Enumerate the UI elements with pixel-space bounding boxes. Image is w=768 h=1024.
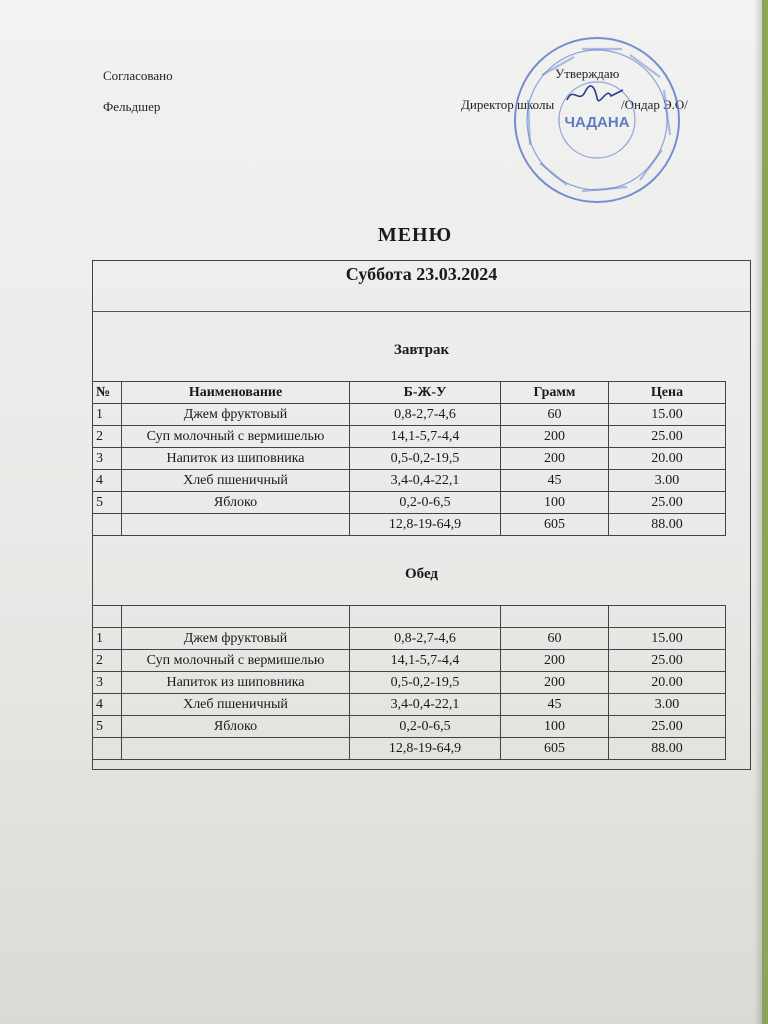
table-row — [93, 470, 726, 492]
row-gram: 45 — [501, 694, 609, 716]
row-bju: 14,1-5,7-4,4 — [350, 650, 501, 672]
row-name: Яблоко — [122, 716, 350, 738]
row-number: 5 — [93, 492, 122, 514]
row-gram: 60 — [501, 628, 609, 650]
director-name: /Ондар Э.О/ — [621, 97, 688, 112]
row-bju: 0,5-0,2-19,5 — [350, 672, 501, 694]
total-number-empty — [93, 738, 122, 760]
row-bju: 3,4-0,4-22,1 — [350, 470, 501, 492]
col-header-gram: Грамм — [501, 382, 609, 404]
row-gram: 60 — [501, 404, 609, 426]
table-row — [93, 716, 726, 738]
total-row — [93, 738, 726, 760]
row-name: Хлеб пшеничный — [122, 694, 350, 716]
director-signature — [565, 84, 625, 106]
row-name: Суп молочный с вермишелью — [122, 426, 350, 448]
row-number: 1 — [93, 404, 122, 426]
row-number: 2 — [93, 426, 122, 448]
col-header-name: Наименование — [122, 382, 350, 404]
table-row — [93, 448, 726, 470]
total-name-empty — [122, 738, 350, 760]
row-bju: 0,2-0-6,5 — [350, 492, 501, 514]
col-header-bju: Б-Ж-У — [350, 382, 501, 404]
row-name: Джем фруктовый — [122, 628, 350, 650]
row-gram: 200 — [501, 426, 609, 448]
row-gram: 100 — [501, 492, 609, 514]
empty-cell — [122, 606, 350, 628]
table-row — [93, 492, 726, 514]
total-gram: 605 — [501, 514, 609, 536]
row-number: 2 — [93, 650, 122, 672]
school-stamp — [512, 35, 682, 205]
breakfast-heading: Завтрак — [393, 342, 450, 358]
total-row — [93, 514, 726, 536]
row-gram: 200 — [501, 672, 609, 694]
agreed-label: Согласовано — [103, 68, 173, 83]
table-header-row-empty — [93, 606, 726, 628]
row-gram: 45 — [501, 470, 609, 492]
row-gram: 200 — [501, 448, 609, 470]
row-name: Хлеб пшеничный — [122, 470, 350, 492]
row-bju: 0,8-2,7-4,6 — [350, 628, 501, 650]
breakfast-table — [92, 381, 726, 536]
row-name: Яблоко — [122, 492, 350, 514]
row-bju: 0,2-0-6,5 — [350, 716, 501, 738]
row-price: 15.00 — [609, 404, 726, 426]
table-row — [93, 628, 726, 650]
row-number: 3 — [93, 672, 122, 694]
empty-cell — [501, 606, 609, 628]
director-label: Директор школы — [461, 97, 555, 112]
row-number: 4 — [93, 470, 122, 492]
lunch-table — [92, 605, 726, 760]
table-row — [93, 426, 726, 448]
row-bju: 0,5-0,2-19,5 — [350, 448, 501, 470]
row-price: 20.00 — [609, 672, 726, 694]
empty-cell — [93, 606, 122, 628]
agreed-position: Фельдшер — [103, 99, 161, 114]
table-row — [93, 404, 726, 426]
row-price: 20.00 — [609, 448, 726, 470]
row-gram: 200 — [501, 650, 609, 672]
date-heading: Суббота 23.03.2024 — [345, 264, 498, 284]
total-bju: 12,8-19-64,9 — [350, 514, 501, 536]
background-edge — [762, 0, 768, 1024]
empty-cell — [350, 606, 501, 628]
row-price: 3.00 — [609, 694, 726, 716]
col-header-price: Цена — [609, 382, 726, 404]
page-title: МЕНЮ — [377, 224, 453, 246]
total-bju: 12,8-19-64,9 — [350, 738, 501, 760]
empty-cell — [609, 606, 726, 628]
row-bju: 14,1-5,7-4,4 — [350, 426, 501, 448]
row-name: Напиток из шиповника — [122, 448, 350, 470]
approve-label: Утверждаю — [555, 66, 620, 81]
total-price: 88.00 — [609, 738, 726, 760]
row-gram: 100 — [501, 716, 609, 738]
table-row — [93, 672, 726, 694]
row-price: 25.00 — [609, 426, 726, 448]
row-name: Напиток из шиповника — [122, 672, 350, 694]
total-number-empty — [93, 514, 122, 536]
row-bju: 3,4-0,4-22,1 — [350, 694, 501, 716]
row-price: 25.00 — [609, 716, 726, 738]
table-header-row — [93, 382, 726, 404]
total-name-empty — [122, 514, 350, 536]
row-name: Суп молочный с вермишелью — [122, 650, 350, 672]
row-bju: 0,8-2,7-4,6 — [350, 404, 501, 426]
row-price: 25.00 — [609, 650, 726, 672]
row-number: 5 — [93, 716, 122, 738]
row-number: 1 — [93, 628, 122, 650]
row-name: Джем фруктовый — [122, 404, 350, 426]
divider — [92, 311, 751, 312]
row-price: 25.00 — [609, 492, 726, 514]
total-price: 88.00 — [609, 514, 726, 536]
stamp-text: ЧАДАНА — [564, 114, 630, 131]
table-row — [93, 650, 726, 672]
table-row — [93, 694, 726, 716]
total-gram: 605 — [501, 738, 609, 760]
row-number: 3 — [93, 448, 122, 470]
row-price: 15.00 — [609, 628, 726, 650]
row-price: 3.00 — [609, 470, 726, 492]
row-number: 4 — [93, 694, 122, 716]
col-header-number: № — [93, 382, 122, 404]
lunch-heading: Обед — [404, 566, 439, 582]
